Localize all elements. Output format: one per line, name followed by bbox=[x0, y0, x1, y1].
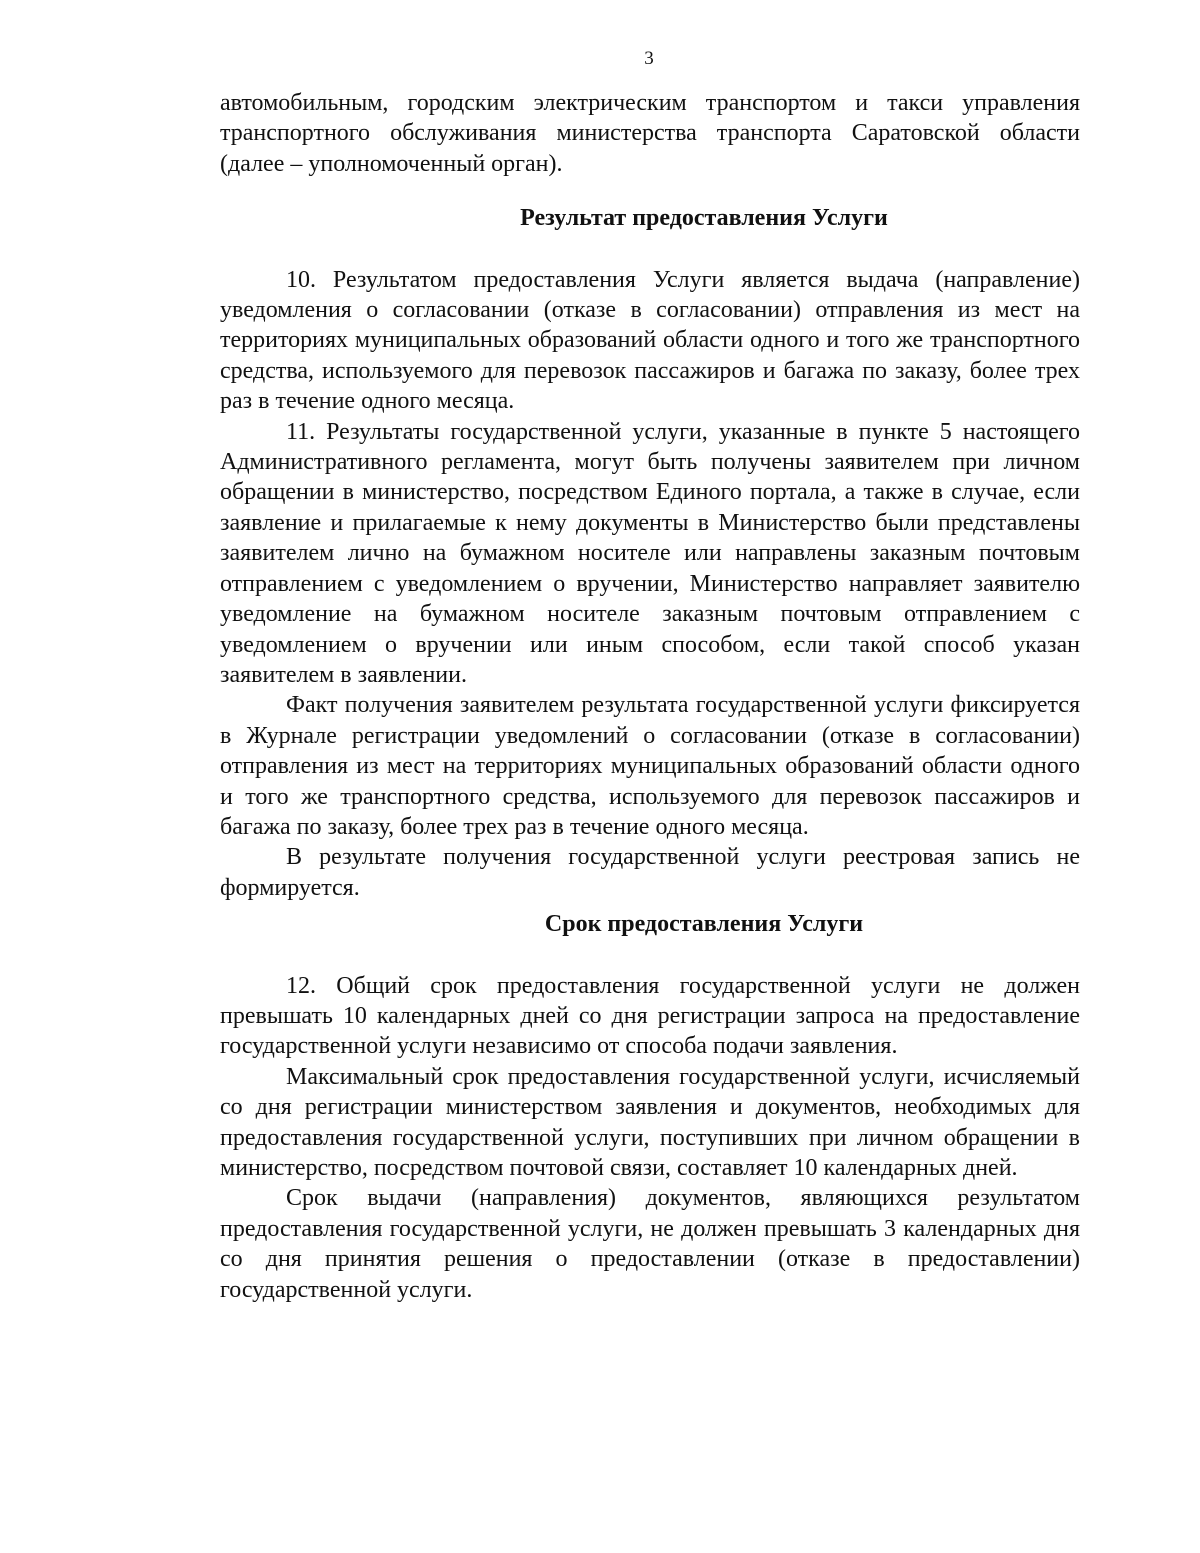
section-heading-term: Срок предоставления Услуги bbox=[544, 911, 864, 938]
paragraph-issue-term: Срок выдачи (направления) документов, являющихся результатом предоставления государственной услуги, не должен превышать 3 календарных дня со дня принятия решения о предоставлении (отказе в предоставлении) государственной услуги. bbox=[220, 1185, 1080, 1303]
paragraph-registry-record: В результате получения государственной услуги реестровая запись не формируется. bbox=[220, 844, 1080, 901]
paragraph-11: 11. Результаты государственной услуги, указанные в пункте 5 настоящего Административного регламента, могут быть получены заявителем при личном обращении в министерство, посредством Единого портала, а также в случае, если заявление и прилагаемые к нему документы в Министерство были представлены заявителем лично на бумажном носителе или направлены заказным почтовым отправлением с уведомлением о вручении, Министерство направляет заявителю уведомление на бумажном носителе заказным почтовым отправлением с уведомлением о вручении или иным способом, если такой способ указан заявителем в заявлении. bbox=[220, 418, 1080, 688]
paragraph-10: 10. Результатом предоставления Услуги является выдача (направление) уведомления о согласовании (отказе в согласовании) отправления из мест на территориях муниципальных образований области одного и того же транспортного средства, используемого для перевозок пассажиров и багажа по заказу, более трех раз в течение одного месяца. bbox=[220, 266, 1080, 415]
opening-paragraph: автомобильным, городским электрическим транспортом и такси управления транспортного обслуживания министерства транспорта Саратовской области (далее – уполномоченный орган). bbox=[220, 90, 1080, 177]
paragraph-12: 12. Общий срок предоставления государственной услуги не должен превышать 10 календарных дней со дня регистрации запроса на предоставление государственной услуги независимо от способа подачи заявления. bbox=[220, 972, 1080, 1060]
section-heading-result: Результат предоставления Услуги bbox=[520, 205, 888, 232]
paragraph-max-term: Максимальный срок предоставления государственной услуги, исчисляемый со дня регистрации министерством заявления и документов, необходимых для предоставления государственной услуги, поступивших при личном обращении в министерство, посредством почтовой связи, составляет 10 календарных дней. bbox=[220, 1063, 1080, 1181]
paragraph-result-fixation: Факт получения заявителем результата государственной услуги фиксируется в Журнале регистрации уведомлений о согласовании (отказе в согласовании) отправления из мест на территориях муниципальных образований области одного и того же транспортного средства, используемого для перевозок пассажиров и багажа по заказу, более трех раз в течение одного месяца. bbox=[220, 692, 1080, 840]
page-number: 3 bbox=[644, 48, 654, 69]
document-body bbox=[220, 88, 1080, 1305]
